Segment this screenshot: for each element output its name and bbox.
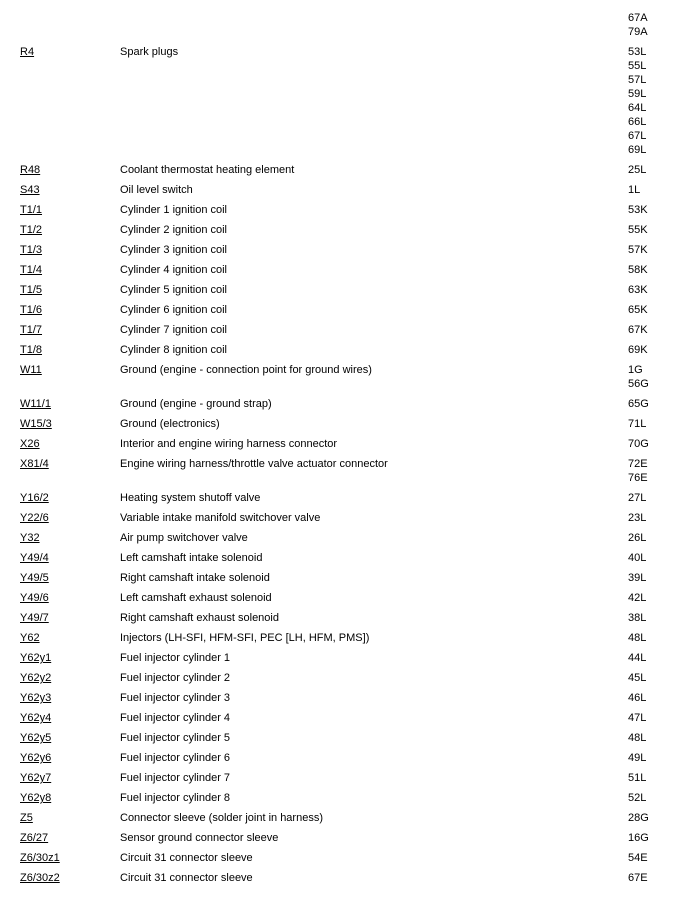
component-description: Fuel injector cylinder 7	[120, 772, 231, 784]
location-ref: 23L	[628, 512, 647, 524]
location-ref: 48L	[628, 732, 647, 744]
table-row	[20, 397, 662, 411]
component-description: Sensor ground connector sleeve	[120, 832, 279, 844]
component-code[interactable]: Y62y5	[20, 732, 52, 744]
location-ref: 44L	[628, 652, 647, 664]
location-ref: 67E	[628, 872, 648, 884]
component-code[interactable]: Y62y8	[20, 792, 52, 804]
component-locations	[628, 591, 662, 605]
location-ref: 28G	[628, 812, 649, 824]
component-description: Ground (electronics)	[120, 418, 220, 430]
component-description: Cylinder 4 ignition coil	[120, 264, 227, 276]
component-locations	[628, 363, 662, 391]
component-description: Injectors (LH-SFI, HFM-SFI, PEC [LH, HFM, PMS])	[120, 632, 370, 644]
location-ref: 55K	[628, 224, 648, 236]
table-row	[20, 711, 662, 725]
table-row	[20, 691, 662, 705]
location-ref: 51L	[628, 772, 647, 784]
component-locations	[628, 851, 662, 865]
component-code[interactable]: Y22/6	[20, 512, 49, 524]
component-code[interactable]: T1/8	[20, 344, 43, 356]
component-locations	[628, 611, 662, 625]
component-description: Cylinder 8 ignition coil	[120, 344, 227, 356]
table-row	[20, 531, 662, 545]
location-ref: 79A	[628, 26, 648, 38]
component-locations	[628, 571, 662, 585]
location-ref: 71L	[628, 418, 647, 430]
table-row	[20, 491, 662, 505]
component-description: Interior and engine wiring harness connector	[120, 438, 338, 450]
component-code[interactable]: Y62y1	[20, 652, 52, 664]
table-row	[20, 437, 662, 451]
component-code[interactable]: Y49/4	[20, 552, 49, 564]
component-code[interactable]: Z5	[20, 812, 33, 824]
component-locations	[628, 45, 662, 157]
table-row	[20, 851, 662, 865]
component-locations	[628, 731, 662, 745]
table-row	[20, 791, 662, 805]
component-code[interactable]: W11	[20, 364, 42, 376]
table-row	[20, 631, 662, 645]
component-locations	[628, 457, 662, 485]
table-row	[20, 223, 662, 237]
location-ref: 47L	[628, 712, 647, 724]
table-row	[20, 323, 662, 337]
component-code[interactable]: Y62y2	[20, 672, 52, 684]
location-ref: 48L	[628, 632, 647, 644]
location-ref: 45L	[628, 672, 647, 684]
location-ref: 67A	[628, 12, 648, 24]
component-code[interactable]: Y62y7	[20, 772, 52, 784]
table-row	[20, 45, 662, 157]
location-ref: 64L	[628, 102, 647, 114]
component-code[interactable]: Y62y3	[20, 692, 52, 704]
location-ref: 65G	[628, 398, 649, 410]
component-description: Fuel injector cylinder 8	[120, 792, 231, 804]
location-ref: 56G	[628, 378, 649, 390]
component-description: Left camshaft intake solenoid	[120, 552, 263, 564]
location-ref: 76E	[628, 472, 648, 484]
component-locations	[628, 343, 662, 357]
component-locations	[628, 791, 662, 805]
table-row	[20, 417, 662, 431]
location-ref: 69L	[628, 144, 647, 156]
location-ref: 67L	[628, 130, 647, 142]
component-locations	[628, 163, 662, 177]
table-row	[20, 611, 662, 625]
component-description: Fuel injector cylinder 1	[120, 652, 231, 664]
table-row	[20, 811, 662, 825]
component-locations	[628, 551, 662, 565]
location-ref: 58K	[628, 264, 648, 276]
component-description: Spark plugs	[120, 46, 179, 58]
component-code[interactable]: R4	[20, 46, 35, 58]
location-ref: 69K	[628, 344, 648, 356]
component-code[interactable]: Y16/2	[20, 492, 49, 504]
component-locations	[628, 491, 662, 505]
table-row	[20, 243, 662, 257]
component-code[interactable]: T1/2	[20, 224, 43, 236]
table-row	[20, 511, 662, 525]
location-ref: 53K	[628, 204, 648, 216]
table-row	[20, 203, 662, 217]
component-description: Fuel injector cylinder 5	[120, 732, 231, 744]
component-locations	[628, 183, 662, 197]
table-row	[20, 871, 662, 885]
component-description: Cylinder 3 ignition coil	[120, 244, 227, 256]
table-row	[20, 11, 662, 39]
component-locations	[628, 751, 662, 765]
component-table	[20, 11, 662, 885]
component-code[interactable]: Y49/6	[20, 592, 49, 604]
component-code[interactable]: X81/4	[20, 458, 49, 470]
component-description: Ground (engine - connection point for ground wires)	[120, 364, 372, 376]
component-code[interactable]: Z6/27	[20, 832, 49, 844]
component-code[interactable]: S43	[20, 184, 40, 196]
component-locations	[628, 243, 662, 257]
table-row	[20, 363, 662, 391]
component-locations	[628, 323, 662, 337]
table-row	[20, 771, 662, 785]
component-code[interactable]: T1/4	[20, 264, 43, 276]
location-ref: 38L	[628, 612, 647, 624]
component-description: Air pump switchover valve	[120, 532, 248, 544]
component-locations	[628, 671, 662, 685]
component-description: Right camshaft exhaust solenoid	[120, 612, 279, 624]
table-row	[20, 831, 662, 845]
component-locations	[628, 511, 662, 525]
component-locations	[628, 223, 662, 237]
component-locations	[628, 811, 662, 825]
table-row	[20, 183, 662, 197]
component-code[interactable]: Z6/30z2	[20, 872, 60, 884]
table-row	[20, 751, 662, 765]
component-locations	[628, 203, 662, 217]
component-code[interactable]: Y49/5	[20, 572, 49, 584]
component-code[interactable]: T1/3	[20, 244, 43, 256]
component-code[interactable]: Y49/7	[20, 612, 49, 624]
location-ref: 26L	[628, 532, 647, 544]
component-description: Fuel injector cylinder 6	[120, 752, 231, 764]
component-locations	[628, 691, 662, 705]
location-ref: 40L	[628, 552, 647, 564]
component-code[interactable]: T1/7	[20, 324, 43, 336]
component-locations	[628, 263, 662, 277]
location-ref: 65K	[628, 304, 648, 316]
location-ref: 1L	[628, 184, 641, 196]
location-ref: 16G	[628, 832, 649, 844]
component-locations	[628, 283, 662, 297]
location-ref: 55L	[628, 60, 647, 72]
table-row	[20, 591, 662, 605]
component-locations	[628, 771, 662, 785]
component-code[interactable]: Y62y6	[20, 752, 52, 764]
component-description: Fuel injector cylinder 2	[120, 672, 231, 684]
table-row	[20, 457, 662, 485]
location-ref: 46L	[628, 692, 647, 704]
component-locations	[628, 831, 662, 845]
component-locations	[628, 303, 662, 317]
location-ref: 54E	[628, 852, 648, 864]
component-description: Right camshaft intake solenoid	[120, 572, 270, 584]
component-locations	[628, 11, 662, 39]
table-row	[20, 263, 662, 277]
table-row	[20, 343, 662, 357]
component-code[interactable]: W11/1	[20, 398, 51, 410]
location-ref: 25L	[628, 164, 647, 176]
component-locations	[628, 437, 662, 451]
component-description: Cylinder 2 ignition coil	[120, 224, 227, 236]
component-locations	[628, 711, 662, 725]
location-ref: 72E	[628, 458, 648, 470]
component-description: Cylinder 6 ignition coil	[120, 304, 227, 316]
component-code[interactable]: Y62y4	[20, 712, 52, 724]
component-description: Variable intake manifold switchover valve	[120, 512, 321, 524]
location-ref: 57K	[628, 244, 648, 256]
location-ref: 70G	[628, 438, 649, 450]
location-ref: 49L	[628, 752, 647, 764]
table-row	[20, 303, 662, 317]
location-ref: 39L	[628, 572, 647, 584]
component-locations	[628, 871, 662, 885]
location-ref: 27L	[628, 492, 647, 504]
location-ref: 59L	[628, 88, 647, 100]
location-ref: 52L	[628, 792, 647, 804]
table-row	[20, 731, 662, 745]
component-description: Circuit 31 connector sleeve	[120, 872, 253, 884]
component-code[interactable]: Z6/30z1	[20, 852, 60, 864]
component-description: Cylinder 5 ignition coil	[120, 284, 227, 296]
location-ref: 42L	[628, 592, 647, 604]
component-description: Ground (engine - ground strap)	[120, 398, 272, 410]
component-locations	[628, 531, 662, 545]
component-description: Cylinder 7 ignition coil	[120, 324, 227, 336]
component-code[interactable]: T1/6	[20, 304, 43, 316]
component-locations	[628, 651, 662, 665]
component-description: Oil level switch	[120, 184, 193, 196]
location-ref: 1G	[628, 364, 643, 376]
component-description: Fuel injector cylinder 4	[120, 712, 231, 724]
component-description: Coolant thermostat heating element	[120, 164, 295, 176]
component-locations	[628, 631, 662, 645]
component-code[interactable]: Y32	[20, 532, 40, 544]
component-description: Engine wiring harness/throttle valve actuator connector	[120, 458, 388, 470]
table-row	[20, 651, 662, 665]
component-code[interactable]: Y62	[20, 632, 40, 644]
location-ref: 53L	[628, 46, 647, 58]
component-description: Heating system shutoff valve	[120, 492, 261, 504]
component-description: Left camshaft exhaust solenoid	[120, 592, 272, 604]
component-description: Cylinder 1 ignition coil	[120, 204, 227, 216]
location-ref: 57L	[628, 74, 647, 86]
component-description: Fuel injector cylinder 3	[120, 692, 231, 704]
component-code[interactable]: R48	[20, 164, 41, 176]
component-description: Circuit 31 connector sleeve	[120, 852, 253, 864]
component-code[interactable]: T1/1	[20, 204, 43, 216]
table-row	[20, 671, 662, 685]
component-locations	[628, 397, 662, 411]
component-code[interactable]: W15/3	[20, 418, 52, 430]
component-description: Connector sleeve (solder joint in harness)	[120, 812, 323, 824]
location-ref: 67K	[628, 324, 648, 336]
location-ref: 63K	[628, 284, 648, 296]
table-row	[20, 571, 662, 585]
component-code[interactable]: T1/5	[20, 284, 43, 296]
component-code[interactable]: X26	[20, 438, 40, 450]
table-row	[20, 163, 662, 177]
location-ref: 66L	[628, 116, 647, 128]
table-row	[20, 283, 662, 297]
component-locations	[628, 417, 662, 431]
table-row	[20, 551, 662, 565]
